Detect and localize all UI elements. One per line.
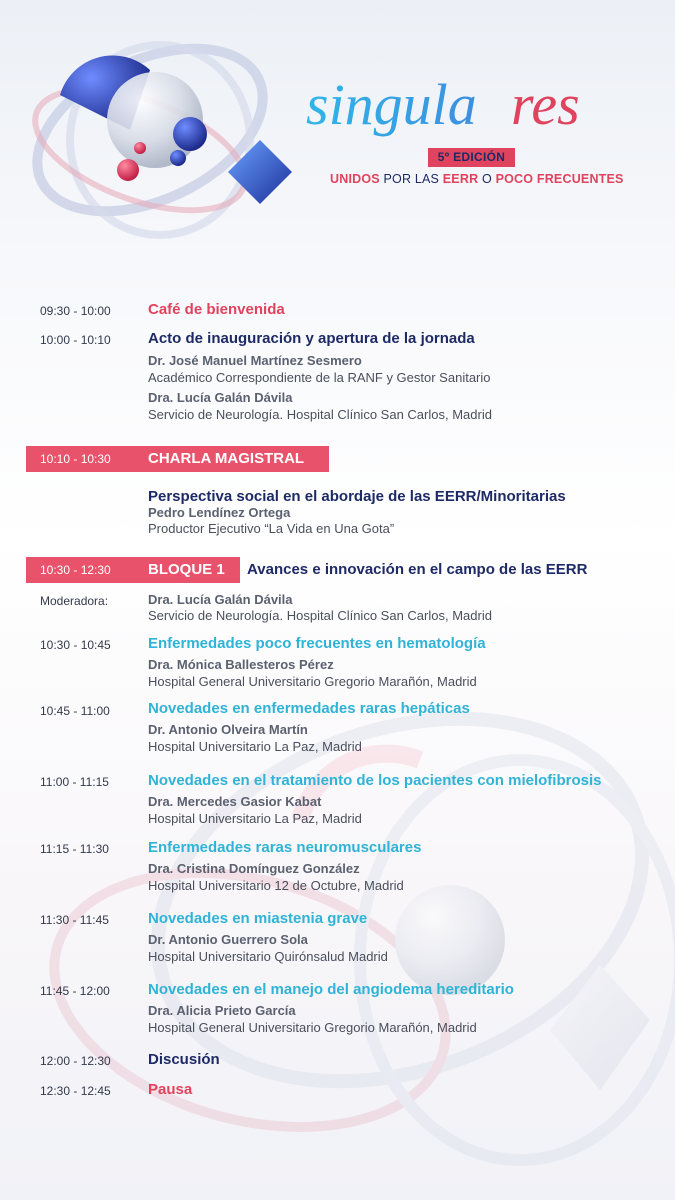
session-time: 10:30 - 10:45 [40,638,111,652]
section-label: BLOQUE 1 [148,561,225,578]
molecule-illustration [12,16,292,244]
speaker-name: Dra. Cristina Domínguez González [148,861,360,876]
speaker-affiliation: Productor Ejecutivo “La Vida en Una Gota” [148,521,395,536]
session-title: Pausa [148,1081,193,1098]
section-time: 10:10 - 10:30 [40,452,111,466]
session-title: Acto de inauguración y apertura de la jornada [148,330,475,347]
speaker-affiliation: Académico Correspondiente de la RANF y Gestor Sanitario [148,370,491,385]
speaker-name: Dr. Antonio Olveira Martín [148,722,308,737]
tagline-part: POCO FRECUENTES [495,172,624,186]
logo-text-accent: res [511,72,580,137]
session-title: Café de bienvenida [148,301,285,318]
speaker-name: Pedro Lendínez Ortega [148,505,291,520]
section-band-charla [26,446,329,472]
session-title: Enfermedades poco frecuentes en hematología [148,635,486,652]
session-title: Novedades en miastenia grave [148,910,368,927]
speaker-name: Dra. Mercedes Gasior Kabat [148,794,322,809]
tagline-part: EERR [442,172,479,186]
speaker-affiliation: Servicio de Neurología. Hospital Clínico San Carlos, Madrid [148,407,492,422]
session-title: Perspectiva social en el abordaje de las EERR/Minoritarias [148,488,566,505]
session-time: 12:00 - 12:30 [40,1054,111,1068]
session-time: 10:00 - 10:10 [40,333,111,347]
speaker-name: Dra. Lucía Galán Dávila [148,592,293,607]
session-title: Enfermedades raras neuromusculares [148,839,422,856]
tagline-part: UNIDOS [330,172,380,186]
moderator-label: Moderadora: [40,594,109,608]
speaker-affiliation: Hospital Universitario Quirónsalud Madrid [148,949,388,964]
speaker-name: Dra. Lucía Galán Dávila [148,390,293,405]
session-title: Novedades en el tratamiento de los pacientes con mielofibrosis [148,772,602,789]
speaker-affiliation: Hospital Universitario La Paz, Madrid [148,739,362,754]
session-time: 11:00 - 11:15 [40,775,109,789]
tagline-part: O [478,172,496,186]
logo-text-main: singula [306,72,477,137]
session-time: 10:45 - 11:00 [40,704,110,718]
speaker-name: Dra. Mónica Ballesteros Pérez [148,657,334,672]
speaker-name: Dra. Alicia Prieto García [148,1003,296,1018]
session-time: 11:15 - 11:30 [40,842,109,856]
speaker-affiliation: Hospital Universitario 12 de Octubre, Madrid [148,878,404,893]
session-title: Novedades en el manejo del angiodema hereditario [148,981,514,998]
speaker-affiliation: Hospital Universitario La Paz, Madrid [148,811,362,826]
session-title: Discusión [148,1051,220,1068]
session-title: Novedades en enfermedades raras hepáticas [148,700,470,717]
speaker-name: Dr. Antonio Guerrero Sola [148,932,308,947]
section-band-bloque [26,557,240,583]
section-time: 10:30 - 12:30 [40,563,111,577]
speaker-affiliation: Hospital General Universitario Gregorio Marañón, Madrid [148,1020,477,1035]
edition-badge: 5º EDICIÓN [428,148,515,167]
section-title: Avances e innovación en el campo de las EERR [247,561,588,578]
tagline-part: POR LAS [379,172,443,186]
event-tagline [330,172,624,186]
session-time: 11:45 - 12:00 [40,984,110,998]
section-label: CHARLA MAGISTRAL [148,450,305,467]
session-time: 09:30 - 10:00 [40,304,111,318]
session-time: 12:30 - 12:45 [40,1084,111,1098]
speaker-affiliation: Servicio de Neurología. Hospital Clínico San Carlos, Madrid [148,608,492,623]
session-time: 11:30 - 11:45 [40,913,109,927]
speaker-affiliation: Hospital General Universitario Gregorio Marañón, Madrid [148,674,477,689]
speaker-name: Dr. José Manuel Martínez Sesmero [148,353,362,368]
